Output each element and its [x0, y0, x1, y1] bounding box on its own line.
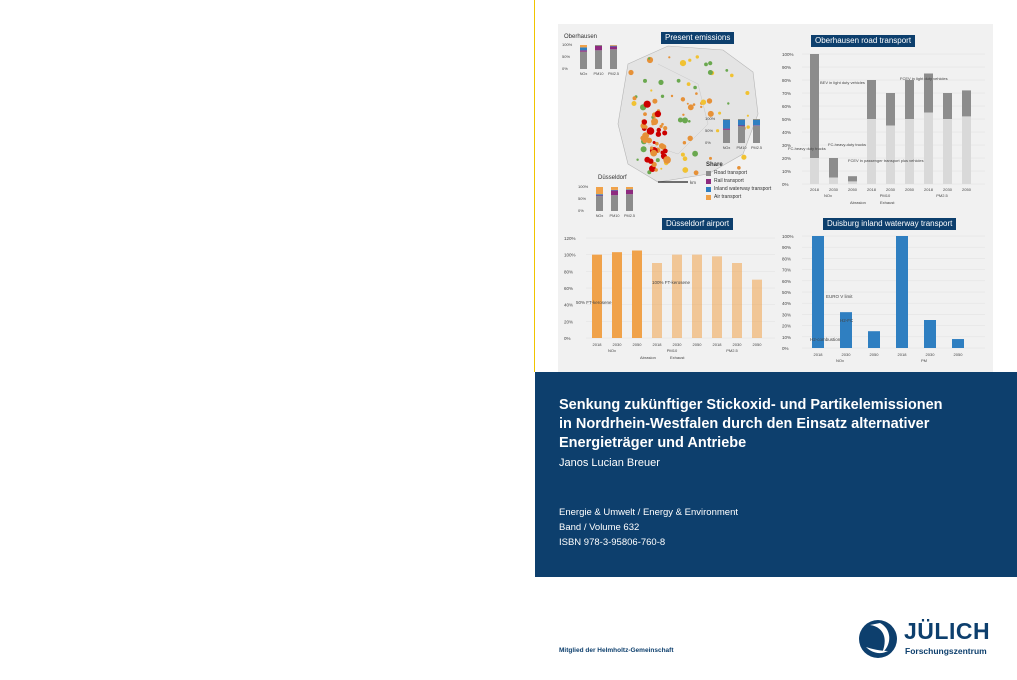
mini-axis-tick: 100%	[578, 184, 589, 189]
mini-bar-segment	[611, 195, 618, 211]
mini-bar-segment	[596, 194, 603, 195]
mini-bar-segment	[580, 47, 587, 50]
airport-bar	[712, 256, 722, 338]
emission-dot	[696, 55, 699, 58]
road-year-label: 2050	[848, 187, 857, 192]
emission-dot	[636, 159, 638, 161]
airport-axis-tick: 120%	[564, 236, 576, 241]
logo-wordmark: JÜLICH	[904, 618, 991, 644]
airport-bar	[592, 255, 602, 338]
road-axis-tick: 50%	[782, 117, 792, 122]
emission-dot	[633, 96, 637, 100]
airport-bar	[732, 263, 742, 338]
emission-dot	[693, 103, 696, 106]
road-axis-tick: 40%	[782, 130, 792, 135]
mini-bar-segment	[723, 130, 730, 143]
emission-dot	[707, 98, 712, 103]
mini-category-label: NOx	[579, 72, 588, 76]
road-year-label: 2030	[829, 187, 838, 192]
legend-item	[706, 170, 747, 176]
emission-dot	[683, 156, 688, 161]
airport-chart-title: Düsseldorf airport	[662, 218, 733, 230]
legend-swatch	[706, 187, 711, 192]
road-chart-title: Oberhausen road transport	[811, 35, 915, 47]
airport-year-label: 2030	[672, 342, 682, 347]
legend-swatch	[706, 171, 711, 176]
waterway-year-label: 2030	[925, 352, 935, 357]
emission-dot	[747, 125, 750, 128]
emission-dot	[688, 104, 694, 110]
series-info	[559, 505, 738, 550]
road-legend-label: Abrasion	[850, 200, 866, 205]
map-graphic	[558, 24, 778, 224]
road-bar-abrasion	[905, 119, 914, 184]
emission-dot	[682, 117, 688, 123]
legend-swatch	[706, 195, 711, 200]
waterway-year-label: 2018	[813, 352, 823, 357]
mini-bar-segment	[595, 50, 602, 69]
mini-bar-segment	[580, 45, 587, 47]
book-title-line: Energieträger und Antriebe	[559, 435, 747, 451]
mini-bar-segment	[595, 46, 602, 47]
airport-year-label: 2018	[652, 342, 662, 347]
waterway-year-label: 2030	[841, 352, 851, 357]
mini-axis-tick: 100%	[705, 116, 716, 121]
emission-dot	[682, 167, 688, 173]
waterway-axis-tick: 50%	[782, 290, 792, 295]
emission-dot	[747, 115, 749, 117]
airport-year-label: 2050	[692, 342, 702, 347]
mini-bar-segment	[610, 49, 617, 69]
emission-hotspot	[642, 119, 647, 124]
emission-dot	[745, 91, 749, 95]
waterway-bar	[868, 331, 880, 348]
emission-hotspot	[655, 111, 661, 117]
emission-hotspot	[657, 128, 661, 132]
road-legend-label: Exhaust	[880, 200, 895, 205]
road-year-label: 2018	[867, 187, 876, 192]
emission-dot	[680, 60, 686, 66]
emission-dot	[628, 70, 633, 75]
airport-legend-label: Exhaust	[670, 355, 685, 360]
airport-year-label: 2050	[632, 342, 642, 347]
emission-dot	[658, 80, 663, 85]
emission-dot	[682, 114, 684, 116]
emission-dot	[648, 57, 650, 59]
legend-label: Inland waterway transport	[714, 186, 772, 192]
waterway-axis-tick: 90%	[782, 245, 792, 251]
airport-axis-tick: 100%	[564, 252, 576, 258]
emission-dot	[718, 112, 721, 115]
emission-dot	[652, 99, 657, 104]
emission-dot	[741, 155, 746, 160]
emission-hotspot	[656, 132, 661, 137]
mini-category-label: PM10	[736, 146, 747, 150]
waterway-axis-tick: 10%	[782, 334, 792, 340]
road-year-label: 2050	[905, 187, 914, 192]
oberhausen-label: Oberhausen	[564, 34, 598, 40]
road-bar-exhaust	[867, 80, 876, 119]
emission-dot	[668, 56, 670, 58]
emission-hotspot	[653, 141, 656, 144]
mini-axis-tick: 50%	[562, 54, 571, 59]
emission-dot	[704, 63, 708, 67]
spine-line	[534, 0, 535, 372]
mini-bar-segment	[626, 187, 633, 189]
emission-dot	[695, 92, 698, 95]
emission-dot	[693, 86, 697, 90]
emission-dot	[677, 79, 681, 83]
map-region	[618, 46, 758, 182]
legend-item	[706, 186, 771, 192]
road-year-label: 2018	[810, 187, 819, 192]
airport-bar	[652, 263, 662, 338]
road-axis-tick: 10%	[782, 169, 792, 174]
airport-bar	[672, 255, 682, 338]
emission-hotspot	[660, 125, 663, 128]
emission-hotspot	[643, 112, 647, 116]
road-bar-exhaust	[829, 158, 838, 178]
waterway-axis-tick: 70%	[782, 267, 792, 273]
mini-axis-tick: 0%	[705, 140, 711, 145]
airport-group-label: PM10	[666, 348, 678, 353]
mini-bar-segment	[610, 46, 617, 47]
series-name: Energie & Umwelt / Energy & Environment	[559, 507, 738, 518]
airport-group-label: NOx	[608, 348, 616, 353]
mini-bar-segment	[626, 190, 633, 194]
waterway-bar	[896, 236, 908, 348]
road-bar-exhaust	[810, 54, 819, 158]
mini-bar-segment	[611, 190, 618, 191]
road-bar-abrasion	[924, 113, 933, 185]
road-chart	[780, 44, 990, 209]
airport-bar	[752, 280, 762, 338]
mini-bar-segment	[723, 119, 730, 120]
share-label: Share	[706, 162, 723, 168]
emission-dot	[632, 101, 637, 106]
mini-category-label: PM10	[593, 72, 604, 76]
airport-axis-tick: 80%	[564, 269, 574, 275]
emission-hotspot	[651, 122, 654, 125]
emission-hotspot	[644, 125, 648, 129]
mini-category-label: PM10	[609, 214, 620, 218]
airport-axis-tick: 20%	[564, 319, 574, 325]
emission-dot	[687, 82, 691, 86]
mini-bar-segment	[596, 196, 603, 211]
emission-hotspot	[644, 157, 650, 163]
mini-bar-segment	[738, 126, 745, 127]
road-annotation: FC-heavy-duty trucks	[828, 142, 867, 147]
road-bar-abrasion	[810, 158, 819, 184]
airport-year-label: 2050	[752, 342, 762, 347]
emission-dot	[660, 168, 662, 170]
airport-year-label: 2030	[732, 342, 742, 347]
emission-dot	[701, 100, 706, 105]
waterway-axis-tick: 20%	[782, 323, 792, 329]
emission-dot	[708, 70, 713, 75]
emission-hotspot	[662, 131, 667, 136]
emission-dot	[683, 141, 686, 144]
waterway-chart-title: Duisburg inland waterway transport	[823, 218, 956, 230]
road-year-label: 2030	[943, 187, 952, 192]
mini-axis-tick: 100%	[562, 42, 573, 47]
mini-bar-segment	[738, 120, 745, 126]
emission-dot	[681, 153, 685, 157]
emission-hotspot	[650, 146, 653, 149]
emission-dot	[661, 95, 664, 98]
waterway-chart	[780, 228, 990, 368]
road-axis-tick: 0%	[782, 182, 789, 187]
juelich-logo-icon	[858, 617, 902, 661]
mini-bar-segment	[626, 189, 633, 190]
legend-item	[706, 178, 744, 184]
road-year-label: 2050	[962, 187, 971, 192]
airport-year-label: 2030	[612, 342, 622, 347]
emission-hotspot	[663, 126, 667, 130]
road-annotation: FCEV in passenger transport plus vehicles	[848, 158, 924, 163]
airport-group-label: PM2.5	[726, 348, 738, 353]
road-group-label: PM10	[879, 193, 891, 198]
emission-dot	[687, 103, 689, 105]
emission-hotspot	[655, 168, 658, 171]
waterway-axis-tick: 60%	[782, 278, 792, 284]
mini-category-label: NOx	[722, 146, 731, 150]
emission-dot	[692, 151, 698, 157]
emission-dot	[730, 74, 734, 78]
road-bar-exhaust	[886, 93, 895, 126]
mini-bar-segment	[580, 50, 587, 51]
airport-bar	[632, 251, 642, 339]
road-bar-abrasion	[943, 119, 952, 184]
emission-dot	[656, 158, 660, 162]
mini-bar-segment	[753, 120, 760, 126]
mini-axis-tick: 0%	[562, 66, 568, 71]
waterway-group-label: PM	[921, 358, 927, 363]
legend-label: Air transport	[714, 194, 742, 200]
road-group-label: PM2.5	[936, 193, 948, 198]
road-year-label: 2018	[924, 187, 933, 192]
airport-axis-tick: 40%	[564, 302, 574, 308]
airport-bar	[612, 252, 622, 338]
airport-axis-tick: 60%	[564, 286, 574, 291]
waterway-year-label: 2018	[897, 352, 907, 357]
road-year-label: 2030	[886, 187, 895, 192]
road-bar-abrasion	[886, 126, 895, 185]
mini-bar-segment	[738, 126, 745, 143]
airport-legend-label: Abrasion	[640, 355, 656, 360]
waterway-axis-tick: 30%	[782, 312, 792, 318]
waterway-year-label: 2050	[869, 352, 879, 357]
waterway-bar	[812, 236, 824, 348]
mini-bar-segment	[596, 187, 603, 194]
emission-dot	[643, 79, 647, 83]
mini-category-label: PM2.5	[608, 72, 619, 76]
road-bar-abrasion	[848, 181, 857, 184]
mini-bar-segment	[595, 45, 602, 46]
mini-bar-segment	[723, 120, 730, 129]
emission-dot	[688, 120, 691, 123]
road-bar-abrasion	[829, 178, 838, 185]
airport-axis-tick: 0%	[564, 336, 571, 341]
volume-number: Band / Volume 632	[559, 522, 640, 533]
mini-bar-segment	[738, 119, 745, 120]
mini-bar-segment	[753, 119, 760, 120]
emission-hotspot	[647, 127, 655, 135]
road-bar-exhaust	[848, 176, 857, 181]
waterway-axis-tick: 0%	[782, 346, 789, 351]
road-axis-tick: 30%	[782, 143, 792, 148]
mini-bar-segment	[596, 195, 603, 196]
emission-hotspot	[650, 150, 657, 157]
book-title	[559, 396, 989, 453]
road-bar-exhaust	[943, 93, 952, 119]
mini-bar-segment	[611, 190, 618, 195]
emission-dot	[725, 69, 728, 72]
airport-year-label: 2018	[592, 342, 602, 347]
emission-dot	[641, 146, 647, 152]
mini-bar-segment	[595, 46, 602, 50]
book-title-line: Senkung zukünftiger Stickoxid- und Partikelemissionen	[559, 397, 943, 413]
legend-item	[706, 194, 741, 200]
road-axis-tick: 20%	[782, 156, 792, 161]
emission-hotspot	[663, 156, 671, 164]
book-title-line: in Nordrhein-Westfalen durch den Einsatz alternativer	[559, 416, 930, 432]
juelich-logo	[858, 617, 998, 661]
mini-bar-segment	[723, 129, 730, 130]
road-bar-exhaust	[962, 90, 971, 116]
map-title: Present emissions	[661, 32, 734, 44]
mini-bar-segment	[753, 126, 760, 143]
airport-chart	[560, 228, 780, 368]
waterway-group-label: NOx	[836, 358, 844, 363]
logo-subtitle: Forschungszentrum	[905, 646, 987, 656]
isbn: ISBN 978-3-95806-760-8	[559, 537, 666, 548]
emission-dot	[716, 129, 719, 132]
road-annotation: BEV in light duty vehicles	[820, 80, 865, 85]
road-bar-abrasion	[867, 119, 876, 184]
airport-annotation: 50% FT-kerosene	[576, 300, 612, 305]
mini-category-label: NOx	[595, 214, 604, 218]
mini-bar-segment	[580, 52, 587, 69]
waterway-axis-tick: 80%	[782, 256, 792, 262]
emission-dot	[671, 95, 673, 97]
road-axis-tick: 90%	[782, 65, 792, 70]
waterway-bar	[924, 320, 936, 348]
road-annotation: FC-heavy duty trucks	[788, 146, 826, 151]
emission-dot	[708, 61, 712, 65]
road-annotation: FCEV in light duty vehicles	[900, 76, 948, 81]
airport-bar	[692, 255, 702, 338]
mini-category-label: PM2.5	[624, 214, 635, 218]
waterway-axis-tick: 100%	[782, 234, 794, 239]
waterway-axis-tick: 40%	[782, 301, 792, 307]
legend-label: Road transport	[714, 170, 748, 176]
emission-dot	[688, 59, 691, 62]
legend-label: Rail transport	[714, 178, 744, 184]
emission-hotspot	[661, 151, 665, 155]
cover-figure	[558, 24, 993, 372]
scale-unit: km	[690, 180, 696, 185]
mini-bar-segment	[611, 187, 618, 190]
mini-axis-tick: 50%	[705, 128, 714, 133]
helmholtz-membership: Mitglied der Helmholtz-Gemeinschaft	[559, 647, 674, 654]
emission-hotspot	[644, 101, 651, 108]
road-bar-exhaust	[905, 80, 914, 119]
emission-hotspot	[655, 142, 659, 146]
waterway-annotation: H2-combustion	[810, 337, 841, 342]
emission-dot	[700, 106, 702, 108]
road-axis-tick: 100%	[782, 52, 794, 57]
mini-axis-tick: 50%	[578, 196, 587, 201]
title-band	[535, 372, 1017, 577]
mini-category-label: PM2.5	[751, 146, 762, 150]
emission-dot	[727, 102, 729, 104]
road-axis-tick: 60%	[782, 104, 792, 109]
mini-bar-segment	[626, 194, 633, 211]
waterway-year-label: 2050	[953, 352, 963, 357]
emission-dot	[681, 97, 685, 101]
mini-axis-tick: 0%	[578, 208, 584, 213]
emission-dot	[688, 136, 693, 141]
waterway-annotation: H2-FC	[840, 318, 854, 323]
waterway-annotation: EURO V limit	[826, 294, 853, 299]
airport-annotation: 100% FT-kerosene	[652, 280, 691, 285]
emission-dot	[694, 170, 699, 175]
road-bar-abrasion	[962, 116, 971, 184]
waterway-bar	[952, 339, 964, 348]
road-group-label: NOx	[824, 193, 832, 198]
legend-swatch	[706, 179, 711, 184]
airport-year-label: 2018	[712, 342, 722, 347]
emission-dot	[709, 157, 712, 160]
duesseldorf-label: Düsseldorf	[598, 175, 627, 181]
road-axis-tick: 80%	[782, 78, 792, 83]
mini-bar-segment	[610, 46, 617, 49]
emission-dot	[650, 89, 652, 91]
road-axis-tick: 70%	[782, 91, 792, 96]
mini-bar-segment	[610, 45, 617, 46]
author-name: Janos Lucian Breuer	[559, 457, 660, 469]
